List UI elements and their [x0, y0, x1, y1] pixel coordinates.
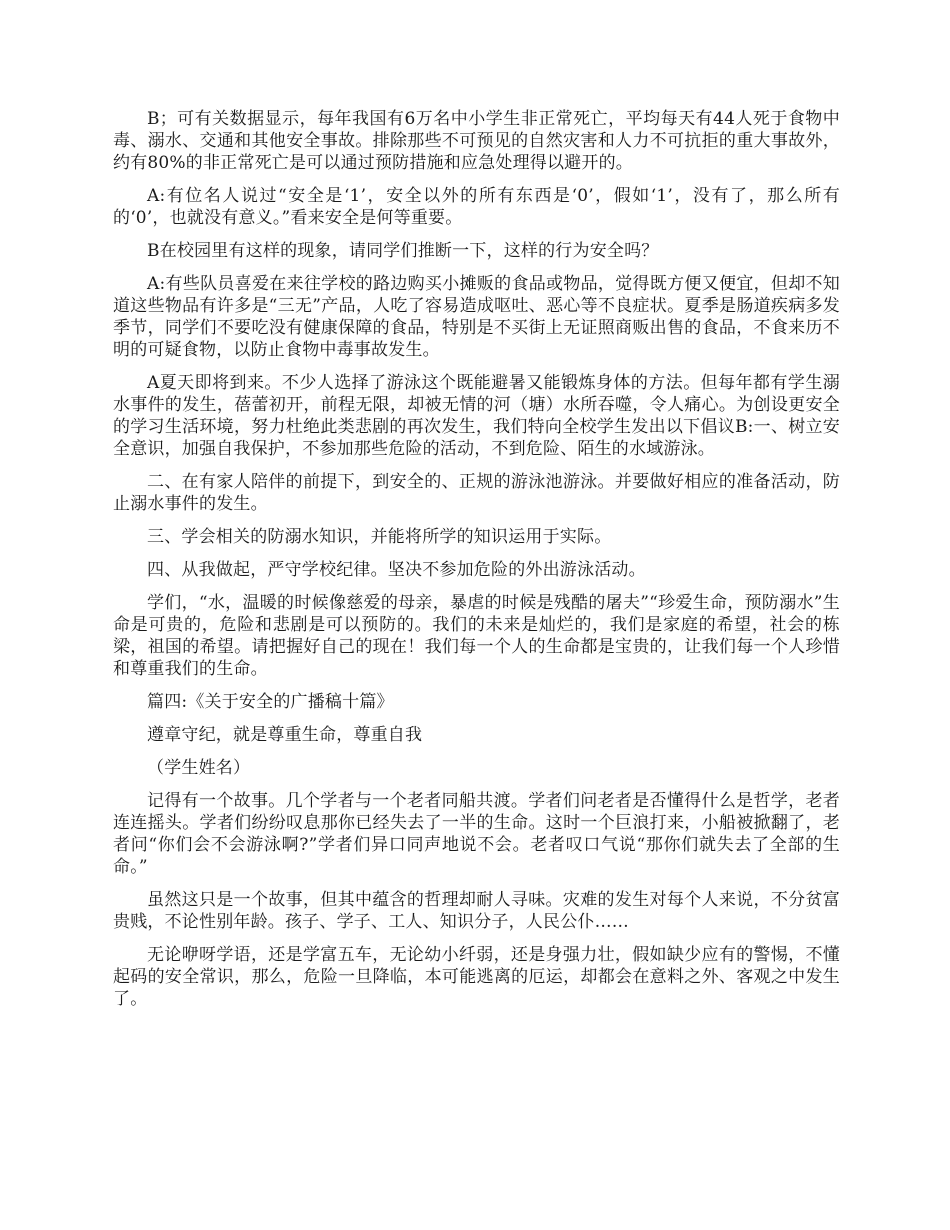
section-title: 篇四:《关于安全的广播稿十篇》 — [147, 692, 394, 712]
paragraph-swimming-initiative: A夏天即将到来。不少人选择了游泳这个既能避暑又能锻炼身体的方法。但每年都有学生溺水事件的发生，蓓蕾初开，前程无限，却被无情的河（塘）水所吞噬，令人痛心。为创设更安全的学习生活环境，努力杜绝此类悲剧的再次发生，我们特向全校学生发出以下倡议B:一、树立安全意识，加强自我保护，不参加那些危险的活动，不到危险、陌生的水域游泳。 — [113, 373, 840, 459]
speech-title: 遵章守纪，就是尊重生命，尊重自我 — [147, 725, 423, 745]
paragraph-campus-question: B在校园里有这样的现象，请同学们推断一下，这样的行为安全吗？ — [147, 241, 659, 261]
paragraph-cherish-life: 学们，“水，温暖的时候像慈爱的母亲，暴虐的时候是残酷的屠夫”“珍爱生命，预防溺水”生命是可贵的，危险和悲剧是可以预防的。我们的未来是灿烂的，我们是家庭的希望，社会的栋梁，祖国的希望。请把握好自己的现在！我们每一个人的生命都是宝贵的，让我们每一个人珍惜和尊重我们的生命。 — [113, 593, 840, 679]
paragraph-food-safety: A:有些队员喜爱在来往学校的路边购买小摊贩的食品或物品，觉得既方便又便宜，但却不知道这些物品有许多是“三无”产品，人吃了容易造成呕吐、恶心等不良症状。夏季是肠道疾病多发季节，同学们不要吃没有健康保障的食品，特别是不买街上无证照商贩出售的食品，不食来历不明的可疑食物，以防止食物中毒事故发生。 — [113, 274, 840, 360]
paragraph-item-four: 四、从我做起，严守学校纪律。坚决不参加危险的外出游泳活动。 — [147, 560, 646, 580]
paragraph-statistics: B；可有关数据显示，每年我国有6万名中小学生非正常死亡，平均每天有44人死于食物中毒、溺水、交通和其他安全事故。排除那些不可预见的自然灾害和人力不可抗拒的重大事故外，约有80%的非正常死亡是可以通过预防措施和应急处理得以避开的。 — [113, 109, 840, 173]
paragraph-story-meaning: 虽然这只是一个故事，但其中蕴含的哲理却耐人寻味。灾难的发生对每个人来说，不分贫富贵贱，不论性别年龄。孩子、学子、工人、知识分子，人民公仆…… — [113, 890, 840, 932]
paragraph-story: 记得有一个故事。几个学者与一个老者同船共渡。学者们问老者是否懂得什么是哲学，老者连连摇头。学者们纷纷叹息那你已经失去了一半的生命。这时一个巨浪打来，小船被掀翻了，老者问“你们会不会游泳啊?”学者们异口同声地说不会。老者叹口气说“那你们就失去了全部的生命。” — [113, 791, 840, 877]
paragraph-item-three: 三、学会相关的防溺水知识，并能将所学的知识运用于实际。 — [147, 527, 612, 547]
paragraph-item-two: 二、在有家人陪伴的前提下，到安全的、正规的游泳池游泳。并要做好相应的准备活动，防止溺水事件的发生。 — [113, 472, 840, 514]
student-name-placeholder: （学生姓名） — [147, 758, 251, 778]
paragraph-famous-quote: A:有位名人说过“安全是‘1’，安全以外的所有东西是‘0’，假如‘1’，没有了，那么所有的‘0’，也就没有意义。”看来安全是何等重要。 — [113, 186, 840, 228]
paragraph-vigilance: 无论咿呀学语，还是学富五车，无论幼小纤弱，还是身强力壮，假如缺少应有的警惕，不懂起码的安全常识，那么，危险一旦降临，本可能逃离的厄运，却都会在意料之外、客观之中发生了。 — [113, 945, 840, 1009]
document-page — [113, 108, 840, 1021]
